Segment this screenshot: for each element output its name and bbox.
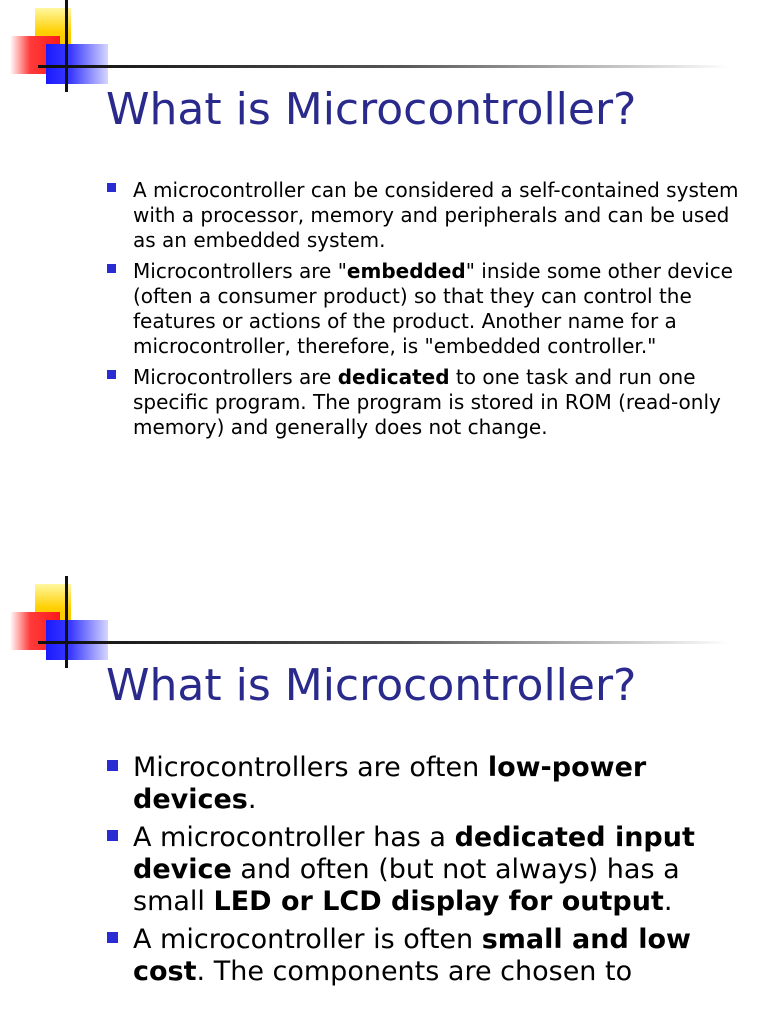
bold-text: small and low cost xyxy=(133,924,691,987)
logo-horizontal-line xyxy=(38,641,74,644)
bullet-list xyxy=(106,178,756,446)
title-rule xyxy=(70,641,730,644)
logo-vertical-line xyxy=(65,0,68,92)
bold-text: embedded xyxy=(346,259,466,283)
bullet-text: to one task and run one specific program. The program is stored in ROM (read-only memory) and generally does not change. xyxy=(133,365,721,439)
slide-2 xyxy=(0,576,768,1024)
bullet-text: . The components are chosen to xyxy=(196,956,633,987)
bold-text: dedicated xyxy=(337,365,450,389)
square-bullet-icon xyxy=(107,830,118,841)
bullet-item xyxy=(106,259,756,359)
bullet-text: A microcontroller can be considered a self-contained system with a processor, memory and peripherals and can be used as an embedded system. xyxy=(133,178,739,252)
bullet-item xyxy=(106,752,756,816)
square-bullet-icon xyxy=(107,932,118,943)
square-bullet-icon xyxy=(107,760,118,771)
bullet-text: Microcontrollers are often xyxy=(133,752,488,783)
bullet-text: . xyxy=(663,886,673,917)
bullet-text: Microcontrollers are " xyxy=(133,259,347,283)
bold-text: dedicated input device xyxy=(133,822,695,885)
bullet-text: Microcontrollers are xyxy=(133,365,338,389)
bullet-item xyxy=(106,924,756,988)
logo-vertical-line xyxy=(65,576,68,668)
slide-title: What is Microcontroller? xyxy=(106,660,637,711)
square-bullet-icon xyxy=(107,370,116,379)
logo-horizontal-line xyxy=(38,65,74,68)
bold-text: low-power devices xyxy=(133,752,647,815)
title-rule xyxy=(70,65,730,68)
bullet-item xyxy=(106,178,756,253)
blue-square xyxy=(46,620,108,660)
blue-square xyxy=(46,44,108,84)
color-squares-logo-icon xyxy=(0,0,110,100)
bullet-text: and often (but not always) has a small xyxy=(133,854,680,917)
bold-text: LED or LCD display for output xyxy=(213,886,664,917)
bullet-text: A microcontroller is often xyxy=(133,924,482,955)
color-squares-logo-icon xyxy=(0,576,110,676)
square-bullet-icon xyxy=(107,264,116,273)
square-bullet-icon xyxy=(107,183,116,192)
bullet-text: A microcontroller has a xyxy=(133,822,455,853)
slide-title: What is Microcontroller? xyxy=(106,84,637,135)
bullet-item xyxy=(106,822,756,918)
bullet-text: . xyxy=(247,784,257,815)
bullet-text: " inside some other device (often a consumer product) so that they can control the features or actions of the product. Another name for a microcontroller, therefore, is "embedded controller." xyxy=(133,259,733,358)
bullet-item xyxy=(106,365,756,440)
bullet-list xyxy=(106,752,756,994)
